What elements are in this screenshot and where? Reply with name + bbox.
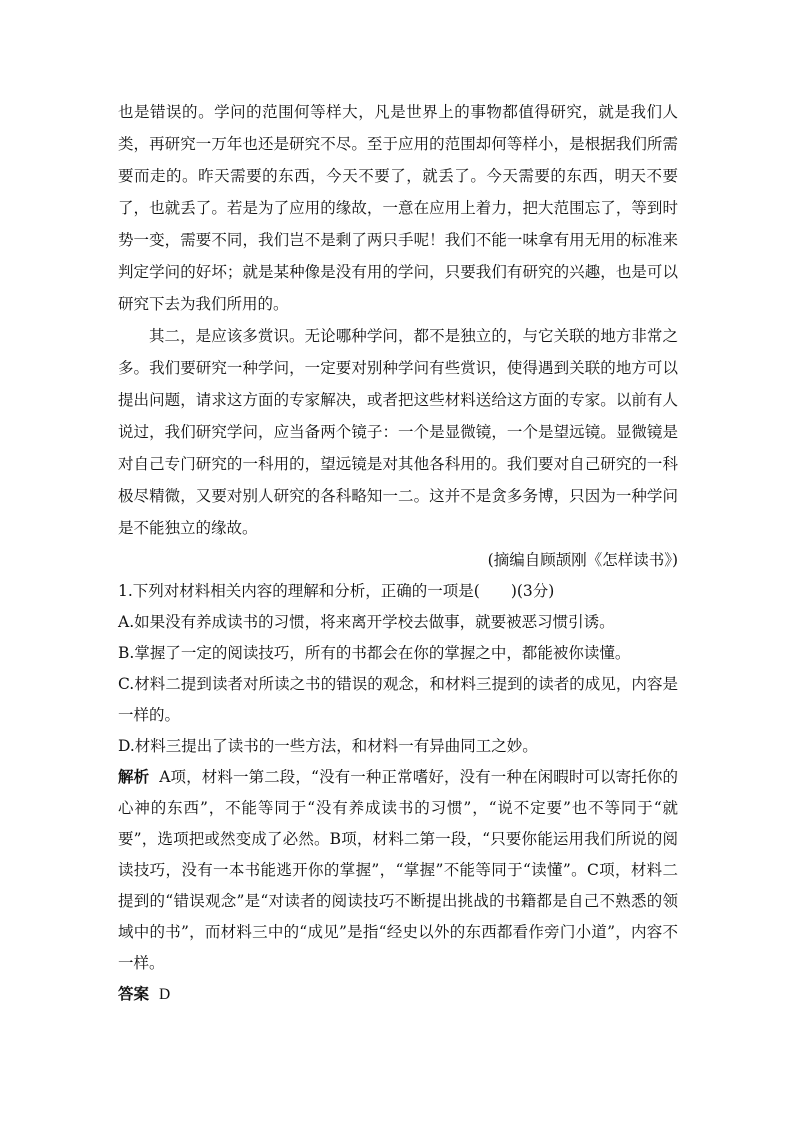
analysis-block: [118, 762, 678, 979]
option-c: C.材料二提到读者对所读之书的错误的观念，和材料三提到的读者的成见，内容是一样的。: [118, 675, 678, 724]
passage-paragraph-1: 也是错误的。学问的范围何等样大，凡是世界上的事物都值得研究，就是我们人类，再研究一万年也还是研究不尽。至于应用的范围却何等样小，是根据我们所需要而走的。昨天需要的东西，今天不要了，就丢了。今天需要的东西，明天不要了，也就丢了。若是为了应用的缘故，一意在应用上着力，把大范围忘了，等到时势一变，需要不同，我们岂不是剩了两只手呢！我们不能一味拿有用无用的标准来判定学问的好坏；就是某种像是没有用的学问，只要我们有研究的兴趣，也是可以研究下去为我们所用的。: [118, 103, 678, 313]
answer-value: D: [159, 986, 171, 1003]
passage-source: (摘编自顾颉刚《怎样读书》): [487, 551, 678, 569]
option-d: D.材料三提出了读书的一些方法，和材料一有异曲同工之妙。: [118, 737, 538, 755]
analysis-label: 解析: [118, 768, 150, 786]
passage-paragraph-2: 其二，是应该多赏识。无论哪种学问，都不是独立的，与它关联的地方非常之多。我们要研究一种学问，一定要对别种学问有些赏识，使得遇到关联的地方可以提出问题，请求这方面的专家解决，或者把这些材料送给这方面的专家。以前有人说过，我们研究学问，应当备两个镜子：一个是显微镜，一个是望远镜。显微镜是对自己专门研究的一科用的，望远镜是对其他各科用的。我们要对自己研究的一科极尽精微，又要对别人研究的各科略知一二。这并不是贪多务博，只因为一种学问是不能独立的缘故。: [118, 327, 678, 537]
question-stem: 1.下列对材料相关内容的理解和分析，正确的一项是( )(3分): [118, 582, 555, 600]
answer-block: [118, 979, 678, 1010]
option-b: B.掌握了一定的阅读技巧，所有的书都会在你的掌握之中，都能被你读懂。: [118, 644, 631, 662]
document-page: [118, 96, 678, 1010]
analysis-text: A项，材料一第二段，“没有一种正常嗜好，没有一种在闲暇时可以寄托你的心神的东西”，不能等同于“没有养成读书的习惯”，“说不定要”也不等同于“就要”，选项把或然变成了必然。B项，材料二第一段，“只要你能运用我们所说的阅读技巧，没有一本书能逃开你的掌握”，“掌握”不能等同于“读懂”。C项，材料二提到的“错误观念”是“对读者的阅读技巧不断提出挑战的书籍都是自己不熟悉的领域中的书”，而材料三中的“成见”是指“经史以外的东西都看作旁门小道”，内容不一样。: [118, 768, 678, 972]
answer-label: 答案: [118, 985, 150, 1003]
option-a: A.如果没有养成读书的习惯，将来离开学校去做事，就要被恶习惯引诱。: [118, 613, 615, 631]
